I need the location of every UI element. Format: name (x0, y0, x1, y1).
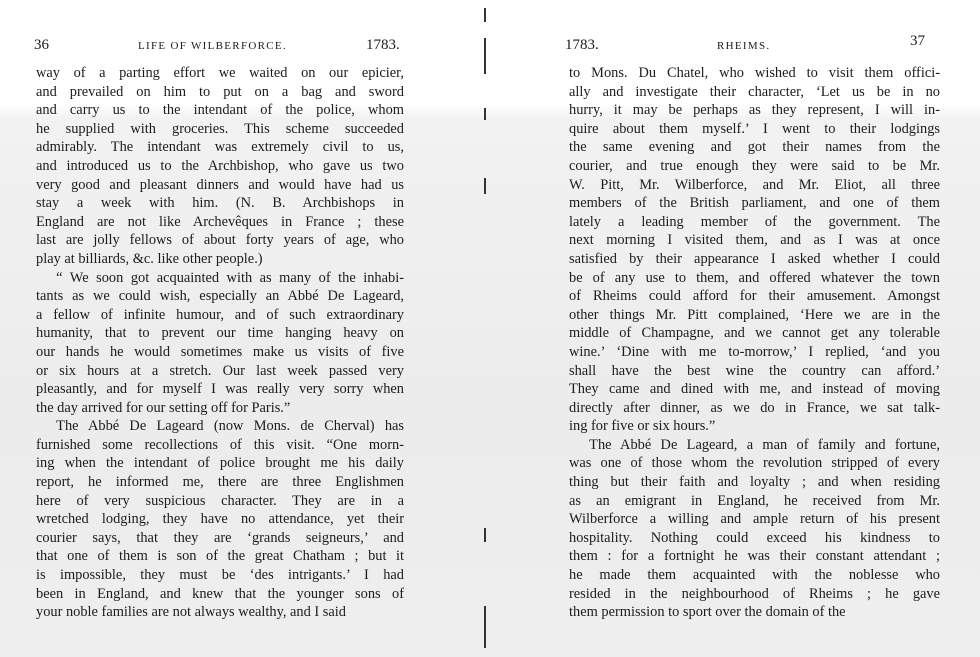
text-line: of Rheims could afford for their amusement. Amongst (569, 288, 940, 305)
text-line: resided in the neighbourhood of Rheims ; he gave (569, 585, 940, 602)
text-line: ing for five or six hours.” (569, 418, 716, 435)
text-line: been in England, and knew that the younger sons of (36, 585, 404, 602)
text-line: was one of those whom the revolution stripped of every (569, 455, 940, 472)
text-line: thing but their faith and loyalty ; and when residing (569, 474, 940, 491)
text-line: and introduced us to the Archbishop, who gave us two (36, 157, 404, 174)
text-line: furnished some recollections of this visit. “One morn- (36, 436, 404, 453)
text-line: a fellow of infinite humour, and of such extraordinary (36, 306, 404, 323)
text-line: your noble families are not always wealthy, and I said (36, 604, 346, 621)
text-line: shall have the best wine the country can afford.’ (569, 362, 940, 379)
running-year: 1783. (565, 37, 599, 53)
text-line: lately a leading member of the government. The (569, 213, 940, 230)
text-line: tants as we could wish, especially an Abbé De Lageard, (36, 288, 404, 305)
text-line: or six hours at a stretch. Our last week passed very (36, 362, 404, 379)
text-line: the same evening and got their names from the (569, 139, 940, 156)
text-line: them permission to sport over the domain of the (569, 604, 846, 621)
page-number: 36 (34, 37, 49, 53)
text-line: The Abbé De Lageard, a man of family and fortune, (589, 436, 940, 453)
text-line: he made them acquainted with the noblesse who (569, 567, 940, 584)
text-line: members of the British parliament, and one of them (569, 195, 940, 212)
text-line: to Mons. Du Chatel, who wished to visit them offici- (569, 65, 940, 81)
text-line: pleasantly, and for myself I was really very sorry when (36, 381, 404, 398)
text-line: The Abbé De Lageard (now Mons. de Cherval) has (56, 418, 404, 435)
text-line: admirably. The intendant was extremely civil to us, (36, 139, 404, 156)
left-page (0, 0, 470, 657)
text-line: last are jolly fellows of about forty years of age, who (36, 232, 404, 249)
text-line: very good and pleasant dinners and would have had us (36, 176, 404, 193)
text-line: the day arrived for our setting off for Paris.” (36, 399, 291, 416)
text-line: “ We soon got acquainted with as many of the inhabi- (56, 269, 404, 286)
text-line: They came and dined with me, and instead of moving (569, 381, 940, 398)
text-line: next morning I visited them, and as I was at once (569, 232, 940, 249)
left-page-text (36, 64, 404, 622)
running-head: LIFE OF WILBERFORCE. (138, 40, 287, 52)
text-line: play at billiards, &c. like other people.) (36, 250, 263, 267)
left-page-header (34, 35, 410, 55)
text-line: our hands he would sometimes make us visits of five (36, 343, 404, 360)
text-line: satisfied by their appearance I asked whether I could (569, 250, 940, 267)
text-line: them : for a fortnight he was their constant attendant ; (569, 548, 940, 565)
text-line: report, he informed me, there are three Englishmen (36, 474, 404, 491)
text-line: wretched lodging, they have no attendance, yet their (36, 511, 404, 528)
text-line: way of a parting effort we waited on our epicier, (36, 65, 404, 81)
running-year: 1783. (366, 37, 400, 53)
text-line: middle of Champagne, and we cannot get any tolerable (569, 325, 940, 342)
text-line: stay a week with him. (N. B. Archbishops in (36, 195, 404, 212)
right-page (500, 0, 980, 657)
page-number: 37 (910, 33, 925, 49)
text-line: and prevailed on him to put on a bag and sword (36, 83, 404, 100)
text-line: here of very suspicious character. They are in a (36, 492, 404, 509)
text-line: directly after dinner, as we do in France, we sat talk- (569, 399, 940, 416)
text-line: be of any use to them, and offered whatever the town (569, 269, 940, 286)
text-line: quire about them myself.’ I went to their lodgings (569, 120, 940, 137)
text-line: Wilberforce a willing and ample return of his present (569, 511, 940, 528)
text-line: hospitality. Nothing could exceed his kindness to (569, 529, 940, 546)
text-line: courier says, that they are ‘grands seigneurs,’ and (36, 529, 404, 546)
text-line: he supplied with groceries. This scheme succeeded (36, 120, 404, 137)
text-line: as an emigrant in England, he received from Mr. (569, 492, 940, 509)
text-line: ing when the intendant of police brought me his daily (36, 455, 404, 472)
text-line: W. Pitt, Mr. Wilberforce, and Mr. Eliot, all three (569, 176, 940, 193)
page-gutter (484, 8, 486, 648)
right-page-text (569, 64, 940, 622)
text-line: that one of them is son of the great Chatham ; but it (36, 548, 404, 565)
text-line: humanity, that to prevent our time hanging heavy on (36, 325, 404, 342)
running-head: RHEIMS. (717, 40, 771, 52)
text-line: ally and investigate their character, ‘Let us be in no (569, 83, 940, 100)
text-line: courier, and true enough they were said to be Mr. (569, 157, 940, 174)
text-line: wine.’ ‘Dine with me to-morrow,’ I replied, ‘and you (569, 343, 940, 360)
text-line: other things Mr. Pitt complained, ‘Here we are in the (569, 306, 940, 323)
text-line: hurry, it may be perhaps as they represent, I will in- (569, 102, 940, 119)
text-line: is impossible, they must be ‘des intrigants.’ I had (36, 567, 404, 584)
text-line: and carry us to the intendant of the police, whom (36, 102, 404, 119)
text-line: England are not like Archevêques in France ; these (36, 213, 404, 230)
right-page-header (565, 35, 933, 55)
